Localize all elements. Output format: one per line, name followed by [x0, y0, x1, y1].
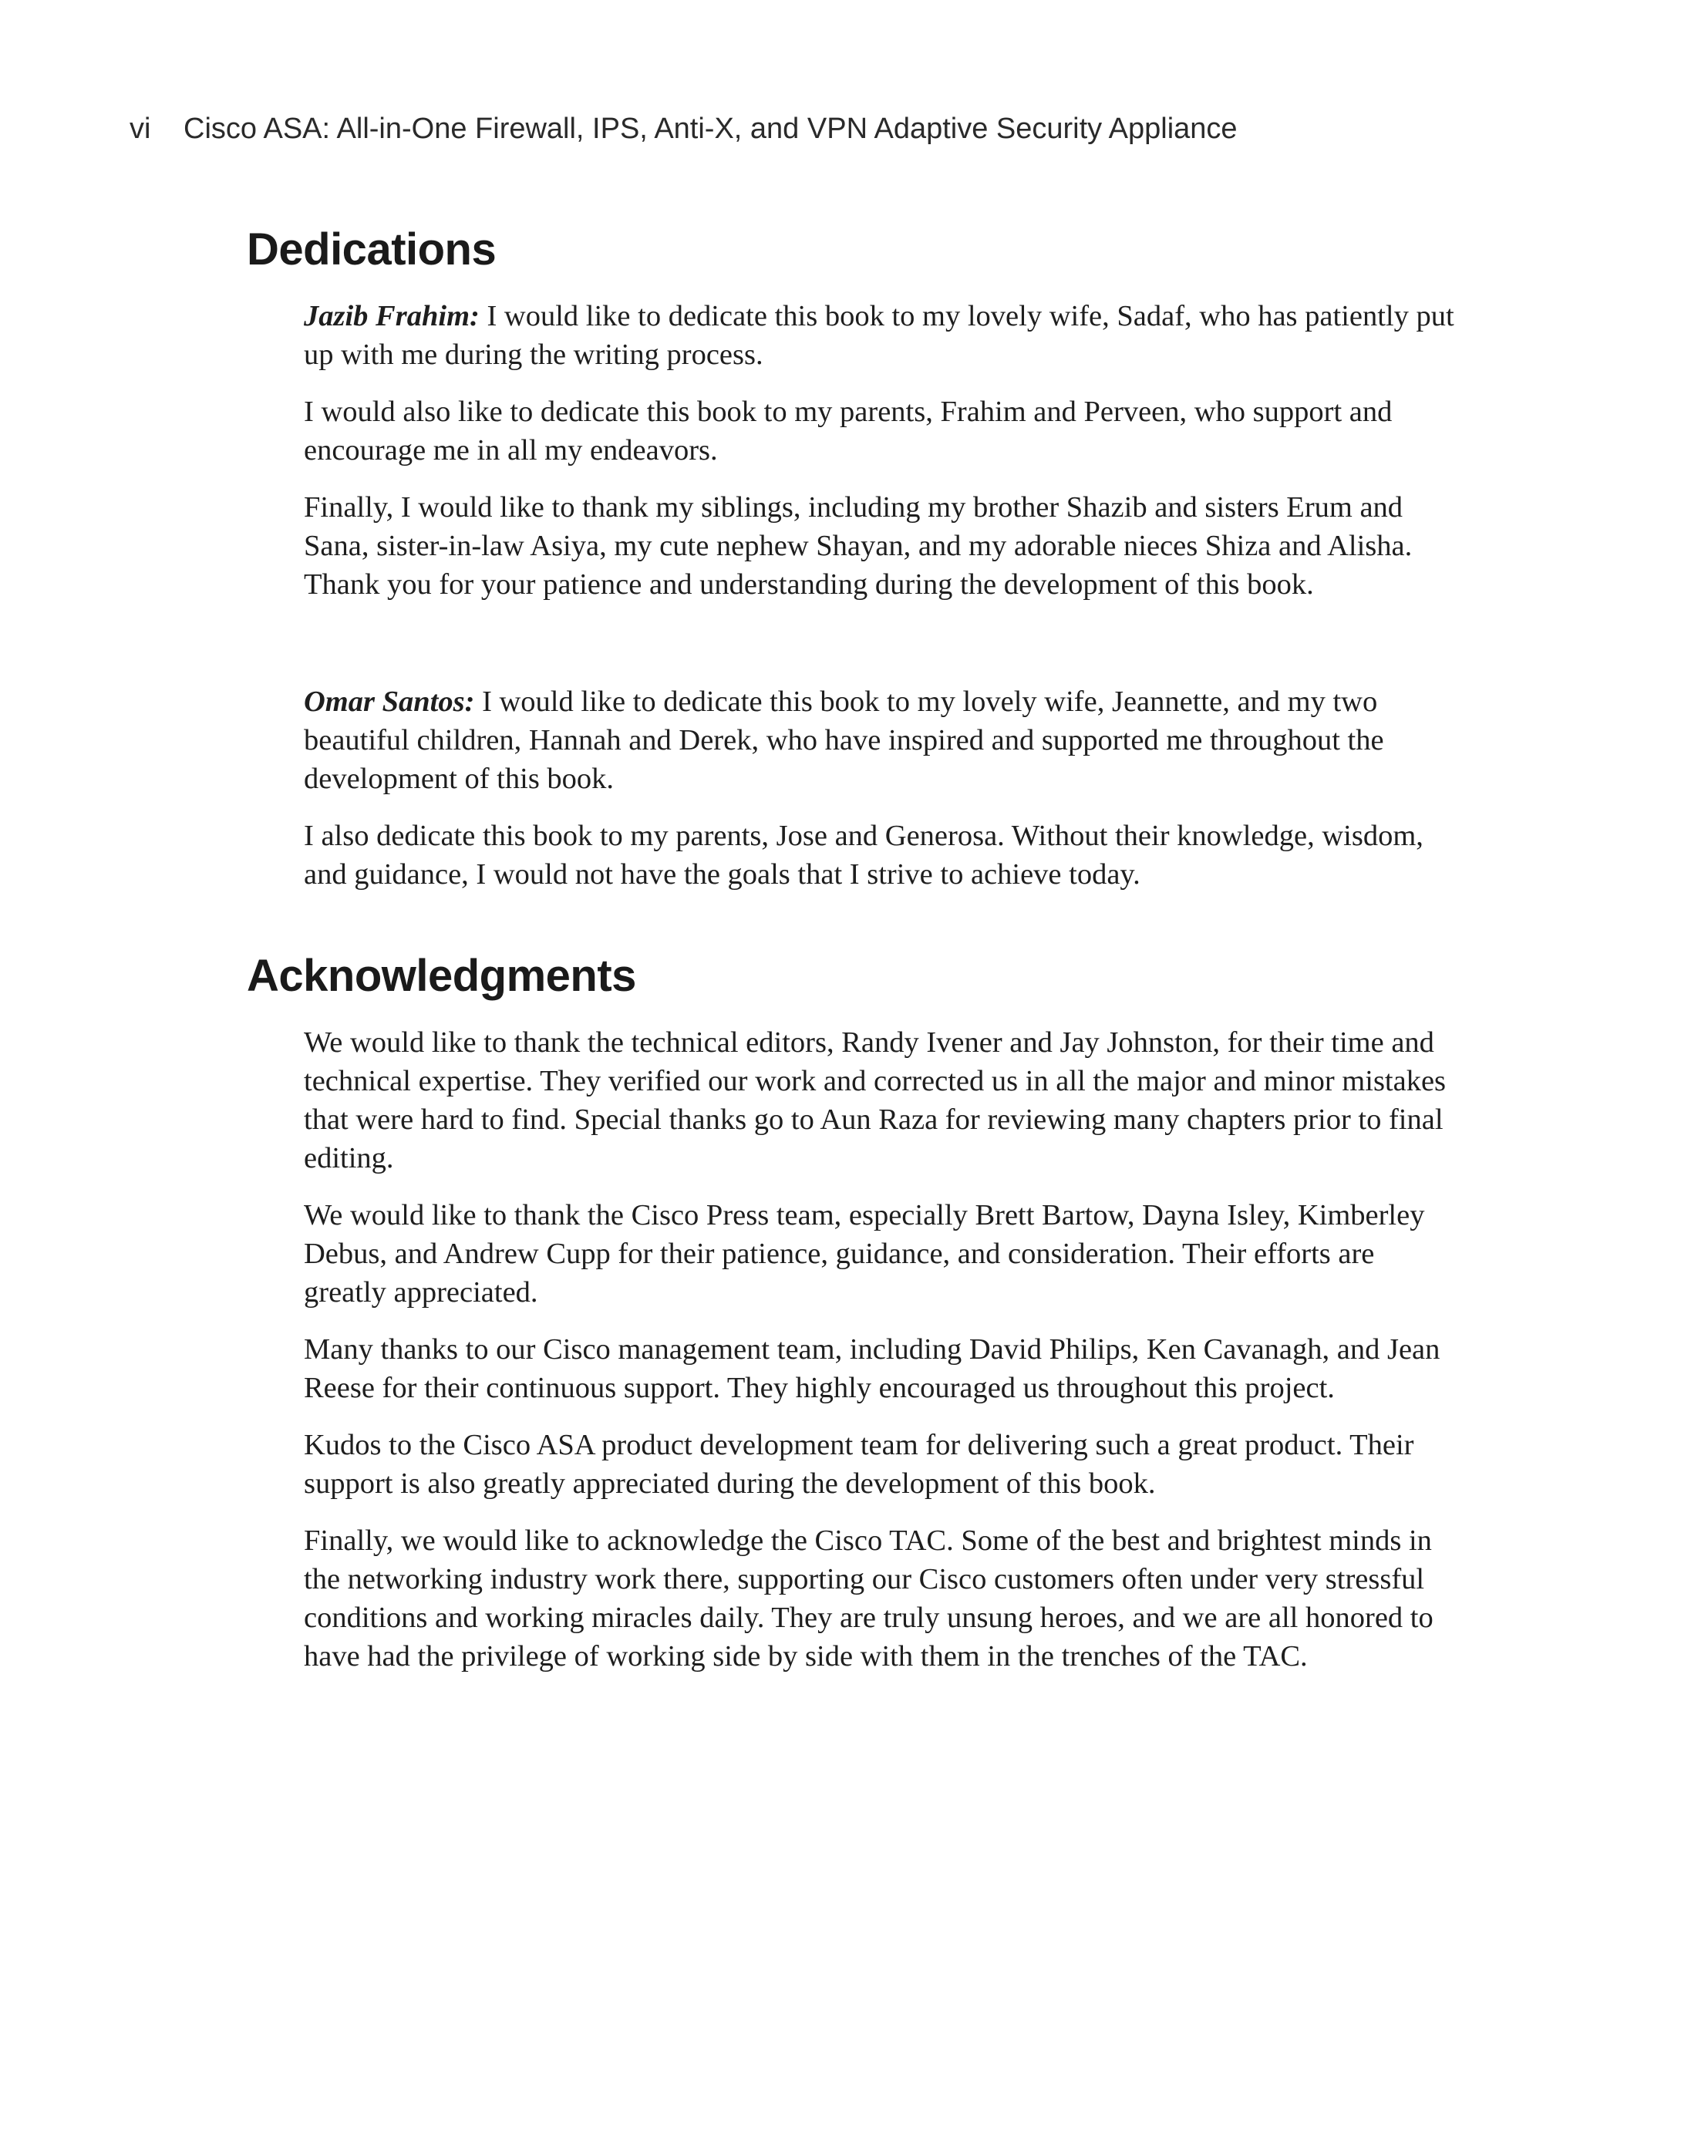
paragraph-text: I would like to dedicate this book to my lovely wife, Jeannette, and my two beautiful children, Hannah and Derek, who have inspired and supported me throughout the development of this book.	[304, 686, 1384, 795]
paragraph: I would also like to dedicate this book to my parents, Frahim and Perveen, who support and encourage me in all my endeavors.	[304, 396, 1393, 467]
book-title: Cisco ASA: All-in-One Firewall, IPS, Anti-X, and VPN Adaptive Security Appliance	[184, 113, 1238, 145]
acknowledgments-heading: Acknowledgments	[247, 951, 636, 1001]
paragraph: We would like to thank the Cisco Press team, especially Brett Bartow, Dayna Isley, Kimberley Debus, and Andrew Cupp for their patience, guidance, and consideration. Their efforts are greatly appreciated.	[304, 1199, 1425, 1309]
paragraph	[304, 297, 1460, 374]
paragraph: We would like to thank the technical editors, Randy Ivener and Jay Johnston, for their time and technical expertise. They verified our work and corrected us in all the major and minor mistakes that were hard to find. Special thanks go to Aun Raza for reviewing many chapters prior to final editing.	[304, 1026, 1447, 1174]
author-name: Omar Santos:	[304, 686, 475, 718]
paragraph-text: I would like to dedicate this book to my lovely wife, Sadaf, who has patiently put up with me during the writing process.	[304, 300, 1454, 371]
author-name: Jazib Frahim:	[304, 300, 480, 332]
acknowledgments-body	[304, 1023, 1460, 1694]
dedications-heading: Dedications	[247, 224, 497, 275]
paragraph: I also dedicate this book to my parents, Jose and Generosa. Without their knowledge, wisdom, and guidance, I would not have the goals that I strive to achieve today.	[304, 820, 1423, 891]
paragraph	[304, 682, 1460, 798]
running-header	[130, 113, 1238, 146]
paragraph: Kudos to the Cisco ASA product development team for delivering such a great product. Their support is also greatly appreciated during the development of this book.	[304, 1429, 1414, 1500]
paragraph: Finally, I would like to thank my siblings, including my brother Shazib and sisters Erum and Sana, sister-in-law Asiya, my cute nephew Shayan, and my adorable nieces Shiza and Alisha. Thank you for your patience and understanding during the development of this book.	[304, 491, 1413, 601]
paragraph: Finally, we would like to acknowledge the Cisco TAC. Some of the best and brightest minds in the networking industry work there, supporting our Cisco customers often under very stressful conditions and working miracles daily. They are truly unsung heroes, and we are all honored to have had the privilege of working side by side with them in the trenches of the TAC.	[304, 1524, 1433, 1673]
dedication-jazib	[304, 297, 1460, 622]
paragraph: Many thanks to our Cisco management team, including David Philips, Ken Cavanagh, and Jean Reese for their continuous support. They highly encouraged us throughout this project.	[304, 1333, 1440, 1404]
page-number: vi	[130, 113, 151, 145]
dedication-omar	[304, 682, 1460, 912]
